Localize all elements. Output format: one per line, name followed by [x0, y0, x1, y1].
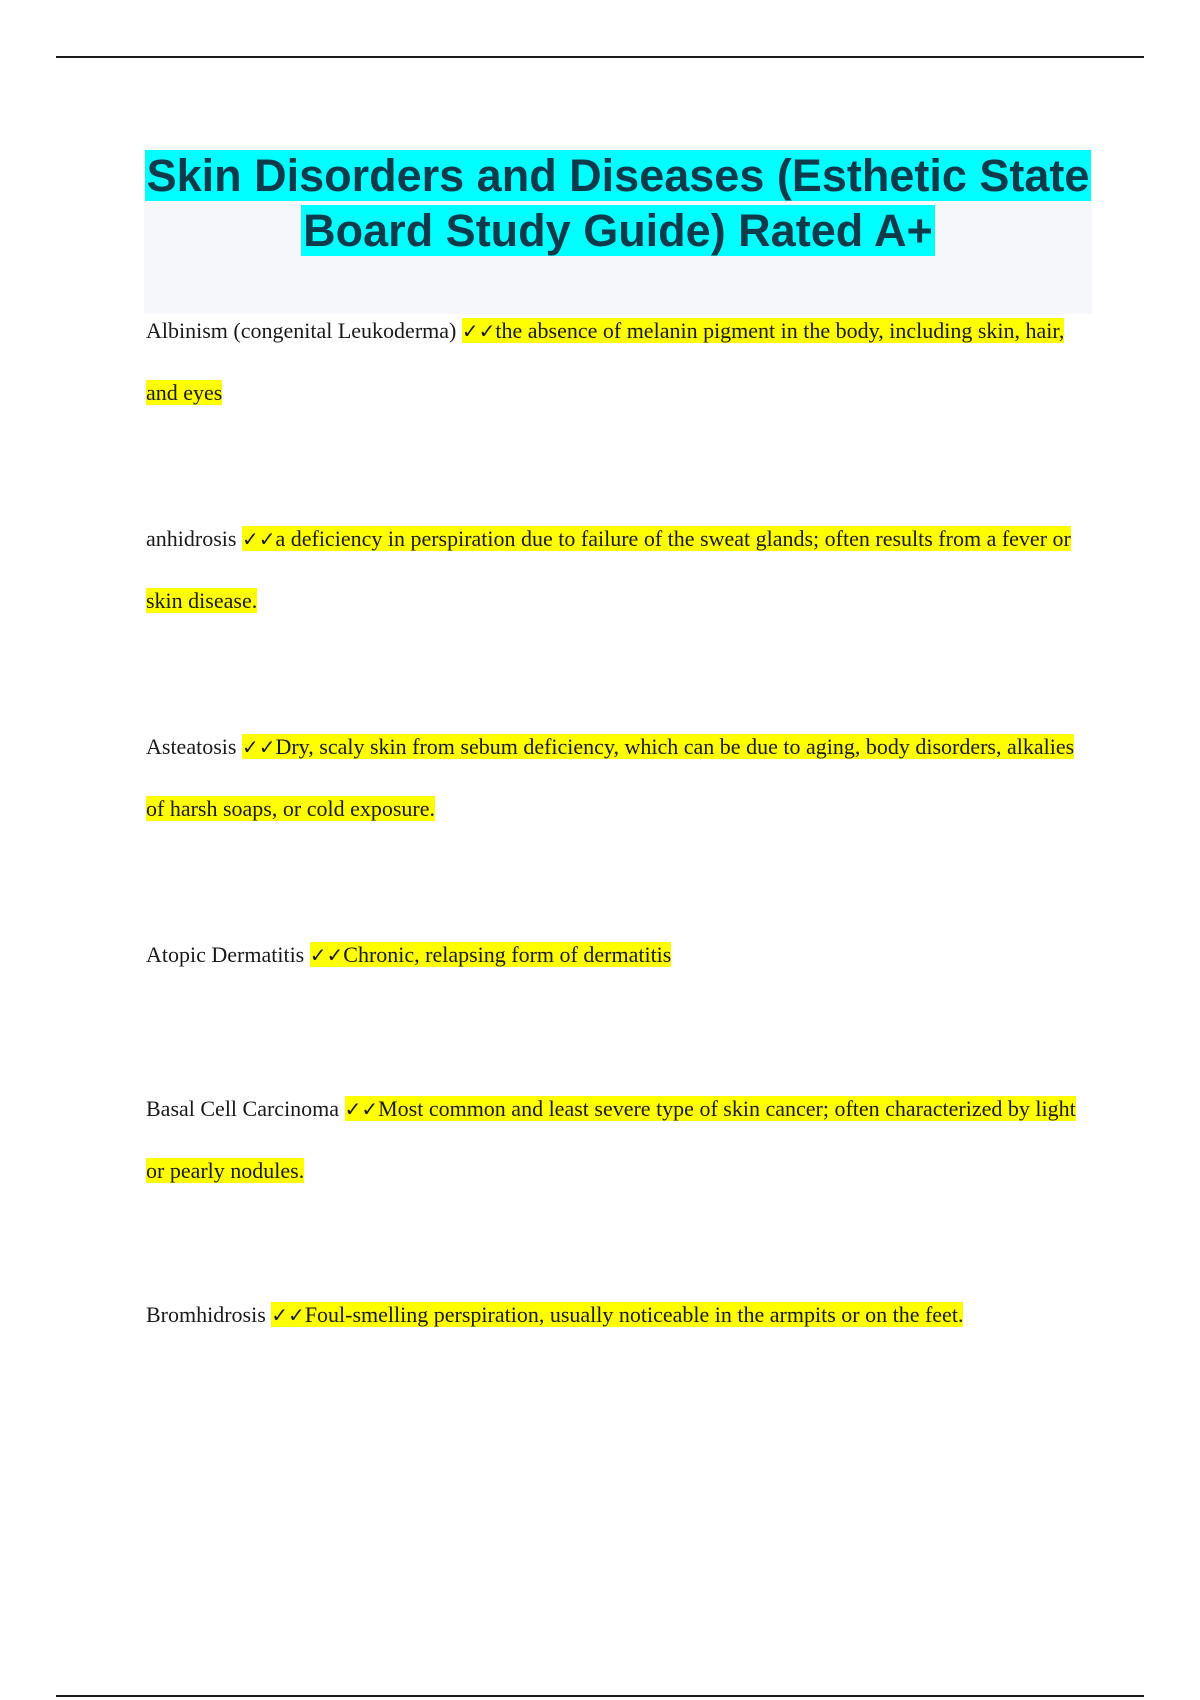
- document-title: [144, 146, 1092, 258]
- title-box: [144, 146, 1092, 314]
- entry-term: Asteatosis: [146, 734, 237, 759]
- double-check-icon: ✓✓: [271, 1303, 305, 1327]
- entry-term: Atopic Dermatitis: [146, 942, 305, 967]
- entry-basal-cell-carcinoma: [146, 1078, 1086, 1201]
- entry-definition: Chronic, relapsing form of dermatitis: [343, 942, 672, 967]
- entry-anhidrosis: [146, 508, 1086, 631]
- entry-answer: [310, 942, 672, 967]
- entry-term: Albinism (congenital Leukoderma): [146, 318, 457, 343]
- entry-answer: [271, 1302, 963, 1327]
- bottom-rule: [56, 1695, 1144, 1697]
- entry-definition: the absence of melanin pigment in the body, including skin, hair, and eyes: [146, 318, 1065, 405]
- entry-answer: [146, 734, 1074, 821]
- double-check-icon: ✓✓: [241, 527, 276, 551]
- top-rule: [56, 56, 1144, 58]
- entry-definition: Most common and least severe type of skin cancer; often characterized by light or pearly nodules.: [146, 1096, 1076, 1183]
- entry-albinism: [146, 300, 1086, 423]
- entry-term: Basal Cell Carcinoma: [146, 1096, 340, 1121]
- entry-term: Bromhidrosis: [146, 1302, 266, 1327]
- entry-asteatosis: [146, 716, 1086, 839]
- entry-term: anhidrosis: [146, 526, 237, 551]
- double-check-icon: ✓✓: [344, 1097, 379, 1121]
- entry-definition: Foul-smelling perspiration, usually noticeable in the armpits or on the feet.: [304, 1302, 964, 1327]
- entry-atopic-dermatitis: [146, 924, 1086, 986]
- entry-definition: Dry, scaly skin from sebum deficiency, which can be due to aging, body disorders, alkalies of harsh soaps, or cold exposure.: [146, 734, 1075, 821]
- entry-answer: [146, 526, 1071, 613]
- double-check-icon: ✓✓: [309, 943, 344, 967]
- entry-bromhidrosis: [146, 1284, 1086, 1346]
- document-title-text: Skin Disorders and Diseases (Esthetic State Board Study Guide) Rated A+: [146, 150, 1090, 256]
- double-check-icon: ✓✓: [241, 735, 276, 759]
- entry-definition: a deficiency in perspiration due to failure of the sweat glands; often results from a fever or skin disease.: [146, 526, 1071, 613]
- double-check-icon: ✓✓: [461, 319, 496, 343]
